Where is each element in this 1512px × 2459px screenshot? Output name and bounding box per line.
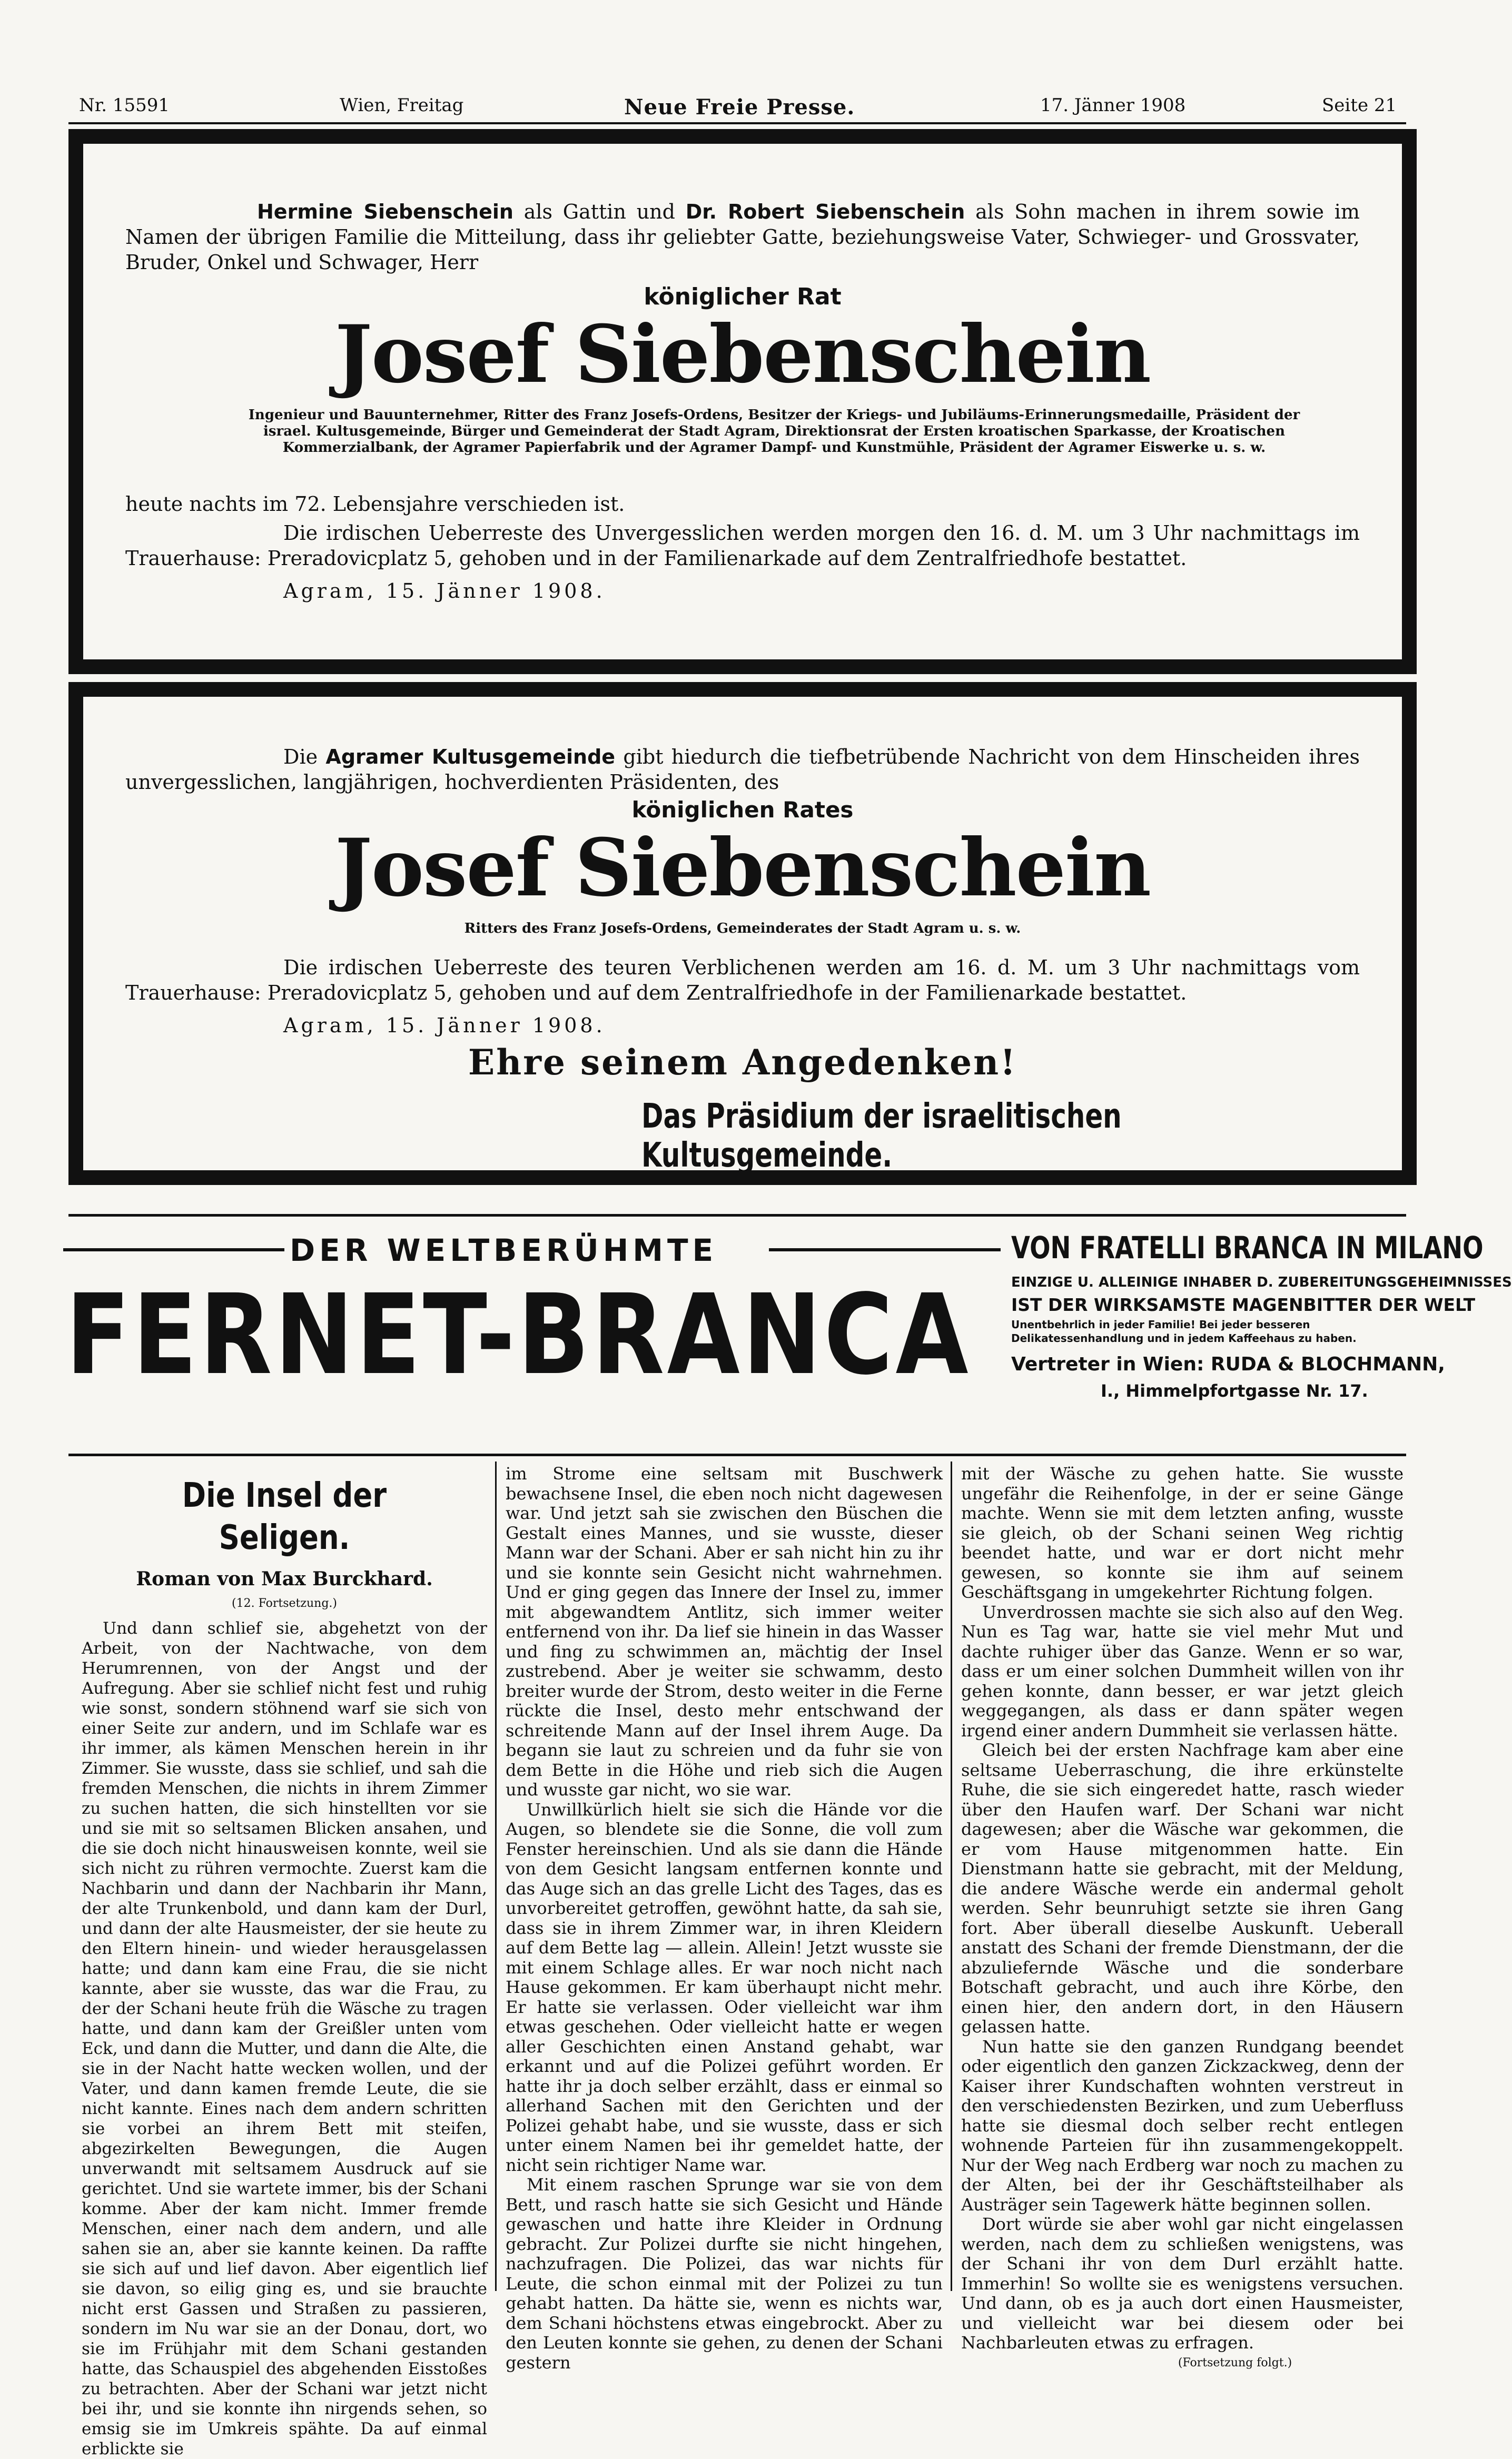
ad-maker: VON FRATELLI BRANCA IN MILANO: [1011, 1230, 1484, 1266]
place-date-2: Agram, 15. Jänner 1908.: [283, 1014, 606, 1037]
issue-number: Nr. 15591: [79, 95, 170, 116]
column-2-paragraph-2: Unwillkürlich hielt sie sich die Hände vor die Augen, so blendete sie die Sonne, die voll zum Fenster hereinschien. Und als sie dann die Hände von dem Gesicht langsam entfernen konnte und das Auge sich an das grelle Licht des Tages, das es unvorbereitet getroffen, gewöhnt hatte, da sah sie, dass sie in ihrem Zimmer war, in ihren Kleidern auf dem Bette lag — allein. Allein! Jetzt wusste sie mit einem Schlage alles. Er war noch nicht nach Hause gekommen. Er kam überhaupt nicht mehr. Er hatte sie verlassen. Oder vielleicht war ihm etwas geschehen. Oder vielleicht hatte er wegen aller Geschichten einen Anstand gehabt, war erkannt und auf die Polizei geführt worden. Er hatte ihr ja doch selber erzählt, dass er einmal so allerhand Sachen mit den Gerichten und der Polizei gehabt habe, und sie wusste, dass er sich unter einem Namen bei ihr gemeldet hatte, der nicht sein richtiger Name war.: [506, 1799, 943, 2175]
death-notice-line: heute nachts im 72. Lebensjahre verschieden ist.: [125, 492, 625, 516]
place-date: Agram, 15. Jänner 1908.: [283, 579, 606, 603]
intro-a: Die: [283, 745, 318, 768]
intro-b: gibt hiedurch die tiefbetrübende Nachricht von dem Hinscheiden ihres unvergesslichen, langjährigen, hochverdienten Präsidenten, des: [125, 745, 1360, 794]
deceased-titles: Ingenieur und Bauunternehmer, Ritter des Franz Josefs-Ordens, Besitzer der Kriegs- und Jubiläums-Erinnerungsmedaille, Präsident der israel. Kultusgemeinde, Bürger und Gemeinderat der Stadt Agram, Direktionsrat der Ersten kroatischen Sparkasse, der Kroatischen Kommerzialbank, der Agramer Papierfabrik und der Agramer Dampf- und Kunstmühle, Präsident der Agramer Eiswerke u. s. w.: [248, 407, 1300, 456]
column-3-paragraph-3: Gleich bei der ersten Nachfrage kam aber eine seltsame Ueberraschung, die ihre erkünstelte Ruhe, die sie sich eingeredet hatte, rasch wieder über den Haufen warf. Der Schani war nicht dagewesen; aber die Wäsche war gekommen, die er vom Hause mitgenommen hatte. Ein Dienstmann hatte sie gebracht, mit der Meldung, die andere Wäsche werde ein andermal geholt werden. Sehr beunruhigt setzte sie ihren Gang fort. Aber überall dieselbe Auskunft. Ueberall anstatt des Schani der fremde Dienstmann, der die abzuliefernde Wäsche und die sonderbare Botschaft gebracht, und auch ihre Körbe, den einen hier, den andern dort, in den Häusern gelassen hatte.: [961, 1740, 1404, 2037]
signature-line: Das Präsidium der israelitischen Kultusgemeinde.: [641, 1097, 1122, 1175]
obituary-family: [68, 129, 1417, 674]
column-1: [82, 1464, 487, 2459]
newspaper-name: Neue Freie Presse.: [624, 95, 855, 120]
funeral-details: Die irdischen Ueberreste des Unvergesslichen werden morgen den 16. d. M. um 3 Uhr nachmittags im Trauerhause: Preradovicplatz 5, gehoben und in der Familienarkade auf dem Zentralfriedhofe bestattet.: [125, 521, 1360, 570]
funeral-details-2: Die irdischen Ueberreste des teuren Verblichenen werden am 16. d. M. um 3 Uhr nachmittags vom Trauerhause: Preradovicplatz 5, gehoben und auf dem Zentralfriedhofe in der Familienarkade bestattet.: [125, 956, 1360, 1004]
ad-line-2: IST DER WIRKSAMSTE MAGENBITTER DER WELT: [1011, 1295, 1476, 1315]
ad-brand: FERNET-BRANCA: [66, 1270, 971, 1399]
ad-line-4: Vertreter in Wien: RUDA & BLOCHMANN,: [1011, 1354, 1445, 1375]
ad-top-rule: [68, 1214, 1406, 1217]
son-name: Dr. Robert Siebenschein: [685, 200, 965, 223]
intro-text: als Gattin und: [523, 200, 675, 223]
header-rule: [68, 122, 1406, 124]
deceased-name: Josef Siebenschein: [334, 308, 1151, 401]
column-2-paragraph-3: Mit einem raschen Sprunge war sie von dem Bett, und rasch hatte sie sich Gesicht und Hände gewaschen und hatte ihre Kleider in Ordnung gebracht. Zur Polizei durfte sie nicht hingehen, nachzufragen. Die Polizei, das war nichts für Leute, die schon einmal mit der Polizei zu tun gehabt hatten. Da hätte sie, wenn es nichts war, dem Schani höchstens etwas eingebrockt. Aber zu den Leuten konnte sie gehen, zu denen der Schani gestern: [506, 2175, 943, 2373]
ad-bottom-rule: [68, 1454, 1406, 1456]
obituary-community: [68, 682, 1417, 1185]
column-3-paragraph-1: mit der Wäsche zu gehen hatte. Sie wusste ungefähr die Reihenfolge, in der er seine Gänge machte. Wenn sie mit dem letzten anfing, wusste sie gleich, ob der Schani seinen Weg richtig beendet hatte, und war er dort nicht mehr gewesen, so konnte sie ihm auf seinem Geschäftsgang in umgekehrter Richtung folgen.: [961, 1464, 1404, 1602]
issue-date: 17. Jänner 1908: [1040, 95, 1186, 116]
obituary-community-intro: [125, 744, 1360, 795]
ad-line-1: EINZIGE U. ALLEINIGE INHABER D. ZUBEREITUNGSGEHEIMNISSES: [1011, 1275, 1512, 1290]
column-2: [506, 1464, 943, 2373]
honor-line: Ehre seinem Angedenken!: [468, 1042, 1017, 1083]
column-3: [961, 1464, 1404, 2373]
deceased-title-2: königlichen Rates: [631, 797, 854, 823]
deceased-name-2: Josef Siebenschein: [334, 822, 1151, 914]
widow-name: Hermine Siebenschein: [257, 200, 513, 223]
deceased-titles-2: Ritters des Franz Josefs-Ordens, Gemeinderates der Stadt Agram u. s. w.: [464, 921, 1021, 936]
column-2-paragraph-1: im Strome eine seltsam mit Buschwerk bewachsene Insel, die eben noch nicht dagewesen war. Und jetzt sah sie zwischen den Büschen die Gestalt eines Mannes, und sie wusste, dieser Mann war der Schani. Aber er sah nicht hin zu ihr und sie konnte sein Gesicht nicht wahrnehmen. Und er ging gegen das Innere der Insel zu, immer mit abgewandtem Antlitz, sich immer weiter entfernend von ihr. Da lief sie hinein in das Wasser und fing zu schwimmen an, mächtig der Insel zustrebend. Aber je weiter sie schwamm, desto breiter wurde der Strom, desto weiter in die Ferne rückte die Insel, desto mehr entschwand der schreitende Mann auf der Insel ihrem Auge. Da begann sie laut zu schreien und da fuhr sie von dem Bette in die Höhe und rieb sich die Augen und wusste gar nicht, wo sie war.: [506, 1464, 943, 1800]
column-3-paragraph-5: Dort würde sie aber wohl gar nicht eingelassen werden, nach dem zu schließen wenigstens, was der Schani ihr von dem Durl erzählt hatte. Immerhin! So wollte sie es wenigstens versuchen. Und dann, ob es ja auch dort einen Hausmeister, und vielleicht war bei diesem oder bei Nachbarleuten etwas zu erfragen.: [961, 2214, 1404, 2353]
intro-text-rest: als Sohn machen in ihrem sowie im Namen der übrigen Familie die Mitteilung, dass ihr geliebter Gatte, beziehungsweise Vater, Schwieger- und Grossvater, Bruder, Onkel und Schwager, Herr: [125, 200, 1360, 274]
fernet-branca-ad: [53, 1227, 1512, 1448]
community-name: Agramer Kultusgemeinde: [325, 745, 616, 768]
column-3-paragraph-2: Unverdrossen machte sie sich also auf den Weg. Nun es Tag war, hatte sie viel mehr Mut und dachte ruhiger über das Ganze. Wenn er so war, dass er um einer solchen Dummheit willen von ihr gehen konnte, dann besser, er war jetzt gleich weggegangen, als dass er dann später wegen irgend einer andern Dummheit sie verlassen hätte.: [961, 1602, 1404, 1741]
column-3-paragraph-4: Nun hatte sie den ganzen Rundgang beendet oder eigentlich den ganzen Zickzackweg, denn der Kaiser ihrer Kundschaften wohnten verstreut in den verschiedensten Bezirken, und zum Ueberfluss hatte sie diesmal doch selber recht entlegen wohnende Parteien für ihn zusammengekoppelt. Nur der Weg nach Erdberg war noch zu machen zu der Alten, bei der ihr Geschäftsteilhaber als Austräger sein Tagewerk hätte beginnen sollen.: [961, 2036, 1404, 2215]
installment-note: (12. Fortsetzung.): [232, 1596, 337, 1610]
column-1-paragraph: Und dann schlief sie, abgehetzt von der Arbeit, von der Nachtwache, von dem Herumrennen, von der Angst und der Aufregung. Aber sie schlief nicht fest und ruhig wie sonst, sondern stöhnend warf sie sich von einer Seite zur andern, und im Schlafe war es ihr immer, als kämen Menschen herein in ihr Zimmer. Sie wusste, dass sie schlief, und sah die fremden Menschen, die nichts in ihrem Zimmer zu suchen hatten, die sich hinstellten vor sie und sie mit so seltsamen Blicken ansahen, und die sie doch nicht hinausweisen konnte, weil sie sich nicht zu rühren vermochte. Zuerst kam die Nachbarin und dann der Nachbarin ihr Mann, der alte Trunkenbold, und dann kam der Durl, und dann der alte Hausmeister, der sie heute zu den Eltern hinein- und wieder herausgelassen hatte; und dann kam eine Frau, die sie nicht kannte, aber sie wusste, das war die Frau, zu der der Schani heute früh die Wäsche zu tragen hatte, und dann kam der Greißler unten vom Eck, und dann die Mutter, und dann die Alte, die sie in der Nacht hatte wecken wollen, und der Vater, und dann kamen fremde Leute, die sie nicht kannte. Eines nach dem andern schritten sie vorbei an ihrem Bett mit steifen, abgezirkelten Bewegungen, die Augen unverwandt mit seltsamem Ausdruck auf sie gerichtet. Und sie wartete immer, bis der Schani komme. Aber der kam nicht. Immer fremde Menschen, einer nach dem andern, und alle sahen sie an, aber sie kannte keinen. Da raffte sie sich auf und lief davon. Aber eigentlich lief sie davon, so eilig ging es, und sie brauchte nicht erst Gassen und Straßen zu passieren, sondern im Nu war sie an der Donau, dort, wo sie im Frühjahr mit dem Schani gestanden hatte, das Schauspiel des abgehenden Eisstoßes zu betrachten. Aber der Schani war jetzt nicht bei ihr, und sie konnte ihn nirgends sehen, so emsig sie im Umkreis spähte. Da auf einmal erblickte sie: [82, 1619, 487, 2458]
ad-line-3: Unentbehrlich in jeder Familie! Bei jeder besseren Delikatessenhandlung und in jedem Kaffeehaus zu haben.: [1011, 1318, 1357, 1345]
ad-top-text: DER WELTBERÜHMTE: [284, 1232, 723, 1268]
column-divider-2: [951, 1461, 952, 2291]
page-number: Seite 21: [1322, 95, 1397, 116]
story-subtitle: Roman von Max Burckhard.: [136, 1568, 433, 1590]
ad-line-5: I., Himmelpfortgasse Nr. 17.: [1101, 1381, 1368, 1401]
place-day: Wien, Freitag: [340, 95, 464, 116]
story-title: Die Insel der Seligen.: [182, 1476, 387, 1557]
continued-note: (Fortsetzung folgt.): [1178, 2356, 1292, 2369]
ad-line-right: [769, 1248, 1001, 1251]
page-header: [79, 95, 1396, 121]
obituary-family-intro: [125, 199, 1360, 275]
column-divider-1: [495, 1461, 497, 2291]
deceased-title: königlicher Rat: [644, 283, 842, 310]
